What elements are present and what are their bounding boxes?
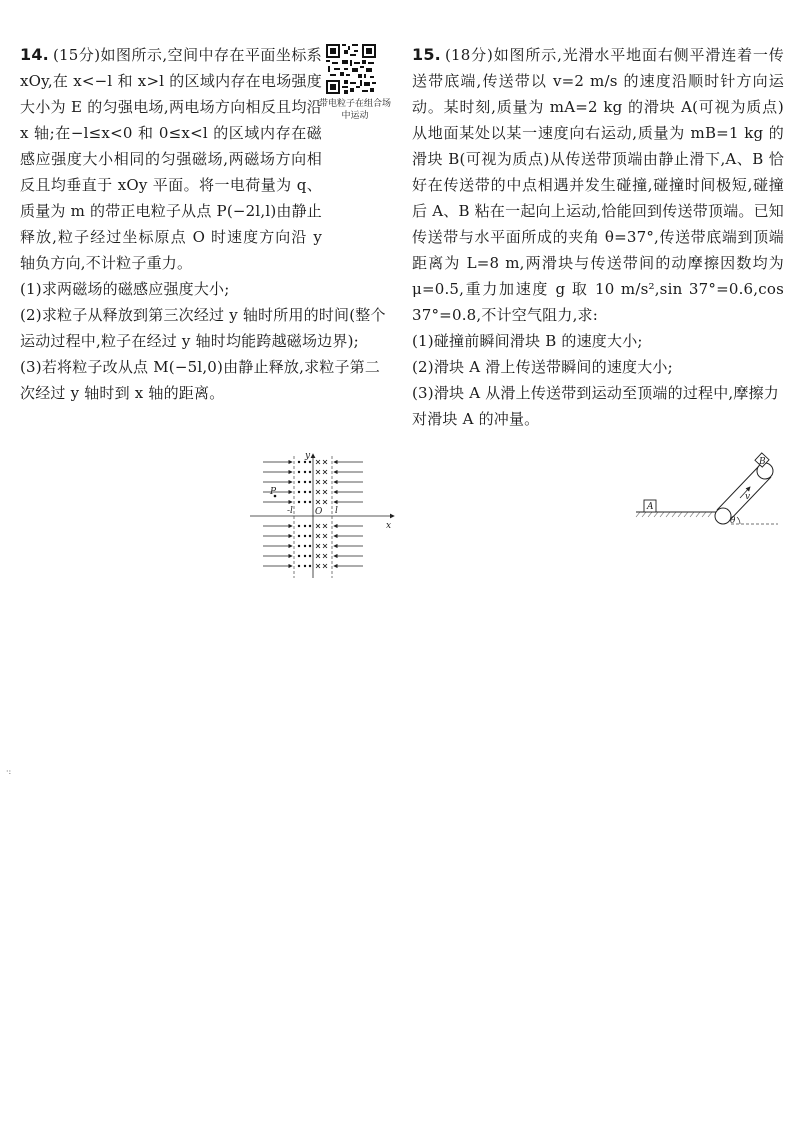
q14-part3: (3)若将粒子改从点 M(−5l,0)由静止释放,求粒子第二次经过 y 轴时到 x 轴的距离。 [20, 358, 381, 402]
question-15 [412, 42, 784, 432]
q15-stem-text: (18分)如图所示,光滑水平地面右侧平滑连着一传送带底端,传送带以 v=2 m/s 的速度沿顺时针方向运动。某时刻,质量为 mA=2 kg 的滑块 A(可视为质点)从地面某处以某一速度向右运动,质量为 mB=1 kg 的滑块 B(可视为质点)从传送带顶端由静止滑下,A、B 恰好在传送带的中点相遇并发生碰撞,碰撞时间极短,碰撞后 A、B 粘在一起向上运动,恰能回到传送带顶端。已知传送带与水平面所成的夹角 θ=37°,传送带底端到顶端距离为 L=8 m,两滑块与传送带间的动摩擦因数均为 μ=0.5,重力加速度 g 取 10 m/s²,sin 37°=0.6,cos 37°=0.8,不计空气阻力,求: [412, 46, 784, 324]
q15-stem [412, 42, 784, 328]
q14-stem-text: (15分)如图所示,空间中存在平面坐标系 xOy,在 x<−l 和 x>l 的区域内存在电场强度大小为 E 的匀强电场,两电场方向相反且均沿 x 轴;在−l≤x<0 和 0≤x<l 的区域内存在磁感应强度大小相同的匀强磁场,两磁场方向相反且均垂直于 xOy 平面。将一电荷量为 q、质量为 m 的带正电粒子从点 P(−2l,l)由静止释放,粒子经过坐标原点 O 时速度方向沿 y 轴负方向,不计粒子重力。 [20, 46, 323, 272]
q14-number: 14. [20, 45, 49, 64]
label-O: O [315, 507, 323, 517]
label-theta: θ [730, 516, 736, 526]
svg-text:A: A [647, 502, 654, 512]
label-P: P [270, 487, 277, 497]
qr-code-icon[interactable] [326, 44, 376, 94]
margin-mark: ·: [6, 767, 12, 776]
q15-figure [632, 450, 782, 530]
magnetic-field-dots [298, 461, 311, 567]
label-y: y [305, 451, 311, 461]
label-x: x [386, 521, 392, 531]
q14-part2: (2)求粒子从释放到第三次经过 y 轴时所用的时间(整个运动过程中,粒子在经过 y 轴时均能跨越磁场边界); [20, 306, 386, 350]
svg-text:B: B [759, 457, 766, 467]
label-neg-l: -l [287, 506, 293, 516]
q15-part1: (1)碰撞前瞬间滑块 B 的速度大小; [412, 332, 643, 350]
q15-part3: (3)滑块 A 从滑上传送带到运动至顶端的过程中,摩擦力对滑块 A 的冲量。 [412, 384, 779, 428]
qr-caption: 带电粒子在组合场中运动 [318, 99, 391, 121]
q14-figure [248, 450, 398, 580]
q15-part2: (2)滑块 A 滑上传送带瞬间的速度大小; [412, 358, 673, 376]
label-l: l [335, 506, 338, 516]
question-14 [20, 42, 392, 406]
right-electric-field-lines [334, 462, 363, 566]
q14-part1: (1)求两磁场的磁感应强度大小; [20, 280, 230, 298]
svg-text:v: v [745, 492, 751, 502]
q15-number: 15. [412, 45, 441, 64]
